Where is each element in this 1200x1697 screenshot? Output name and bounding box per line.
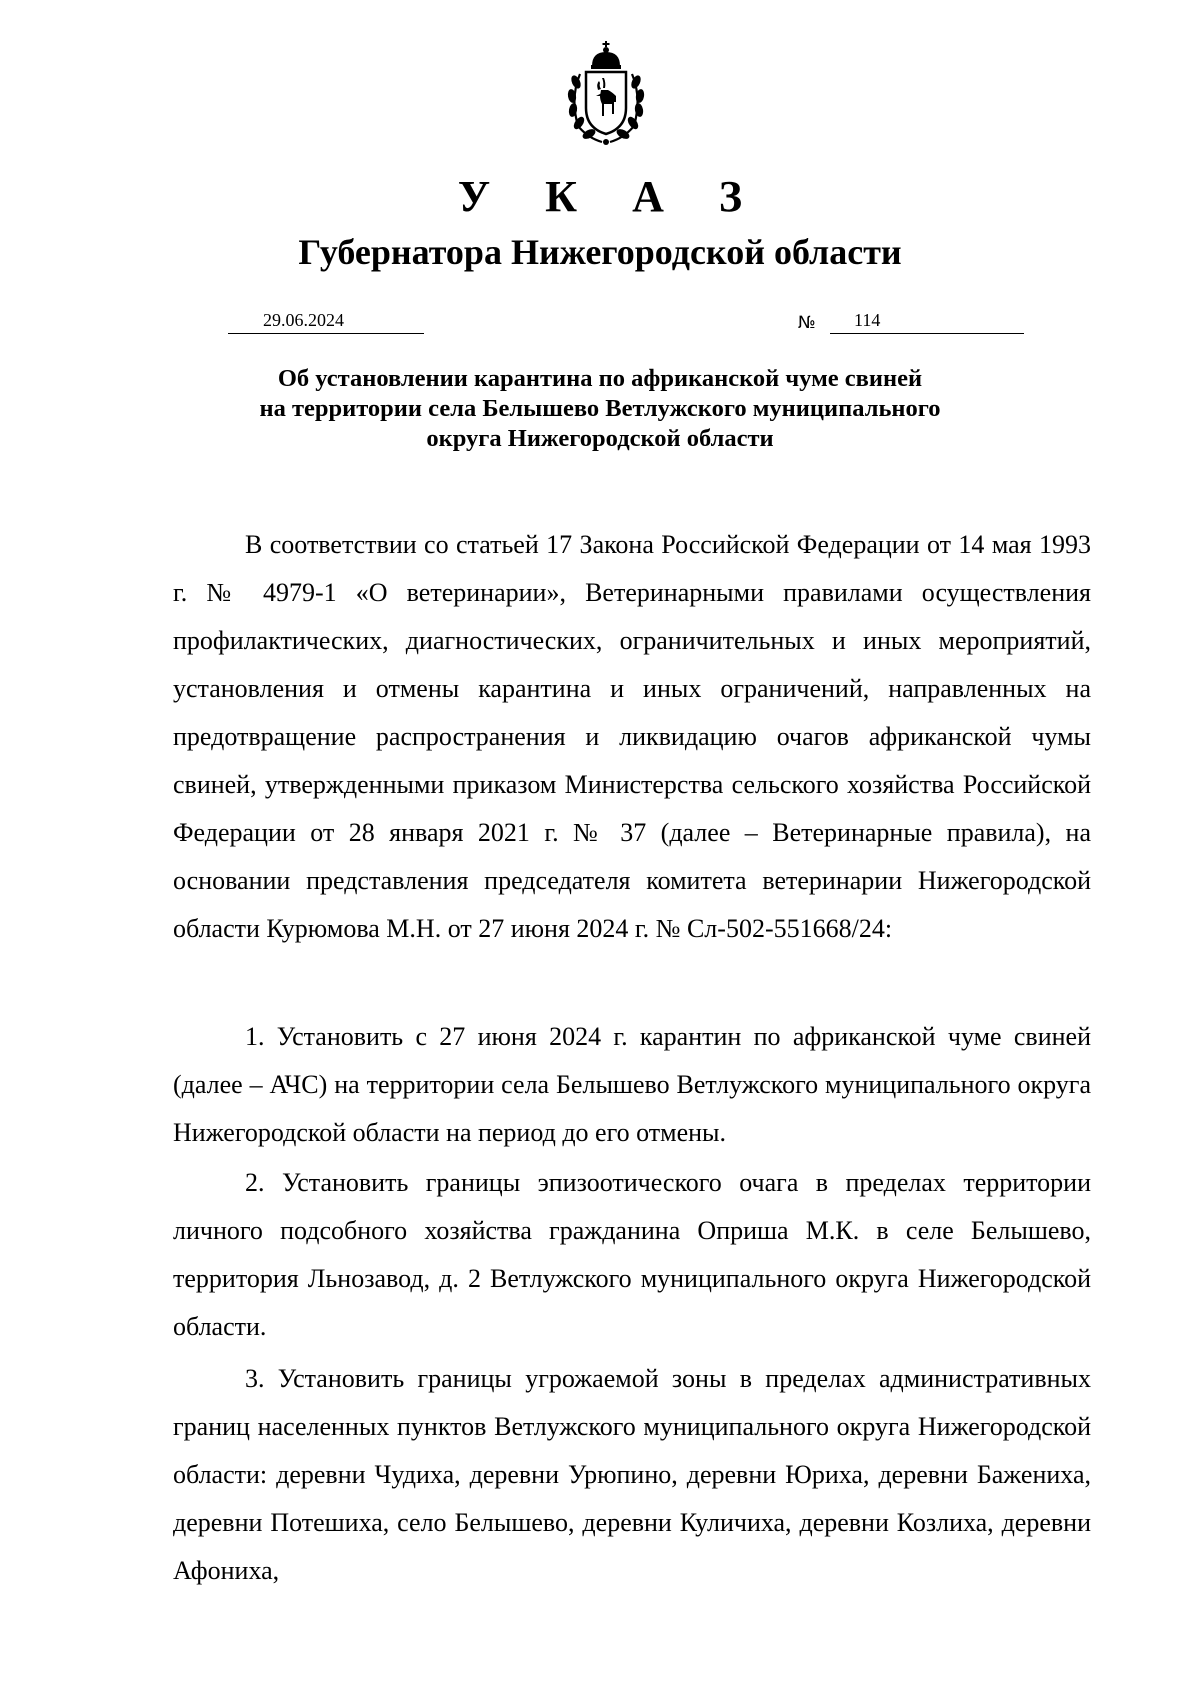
decree-date-field [228, 303, 424, 334]
issuer-title: Губернатора Нижегородской области [298, 232, 902, 272]
body-paragraph-item-1 [173, 1013, 1091, 1157]
paragraph-text: 3. Установить границы угрожаемой зоны в пределах административных границ населенных пунктов Ветлужского муниципального округа Нижегородской области: деревни Чудиха, деревни Урюпино, деревни Юриха, деревни Бажениха, деревни Потешиха, село Белышево, деревни Куличиха, деревни Козлиха, деревни Афониха, [173, 1364, 1091, 1585]
body-paragraph-item-2 [173, 1159, 1091, 1351]
paragraph-text: 1. Установить с 27 июня 2024 г. карантин по африканской чуме свиней (далее – АЧС) на территории села Белышево Ветлужского муниципального округа Нижегородской области на период до его отмены. [173, 1022, 1091, 1147]
document-type: У К А З [457, 172, 765, 221]
paragraph-text: 2. Установить границы эпизоотического очага в пределах территории личного подсобного хозяйства гражданина Оприша М.К. в селе Белышево, территория Льнозавод, д. 2 Ветлужского муниципального округа Нижегородской области. [173, 1168, 1091, 1341]
paragraph-text: В соответствии со статьей 17 Закона Российской Федерации от 14 мая 1993 г. № 4979-1 «О ветеринарии», Ветеринарными правилами осуществления профилактических, диагностических, ограничительных и иных мероприятий, установления и отмены карантина и иных ограничений, направленных на предотвращение распространения и ликвидацию очагов африканской чумы свиней, утвержденными приказом Министерства сельского хозяйства Российской Федерации от 28 января 2021 г. № 37 (далее – Ветеринарные правила), на основании представления председателя комитета ветеринарии Нижегородской области Курюмова М.Н. от 27 июня 2024 г. № Сл-502-551668/24: [173, 530, 1091, 943]
number-label: № [798, 313, 816, 333]
subject-line: на территории села Белышево Ветлужского муниципального [259, 395, 941, 422]
decree-number: 114 [854, 310, 881, 330]
body-paragraph-intro [173, 521, 1091, 953]
subject-line: округа Нижегородской области [426, 425, 774, 452]
body-paragraph-item-3 [173, 1355, 1091, 1595]
decree-date: 29.06.2024 [263, 310, 344, 330]
decree-subject [170, 364, 1030, 454]
coat-of-arms-icon [562, 38, 650, 148]
decree-number-field [830, 303, 1024, 334]
subject-line: Об установлении карантина по африканской чуме свиней [277, 365, 923, 392]
